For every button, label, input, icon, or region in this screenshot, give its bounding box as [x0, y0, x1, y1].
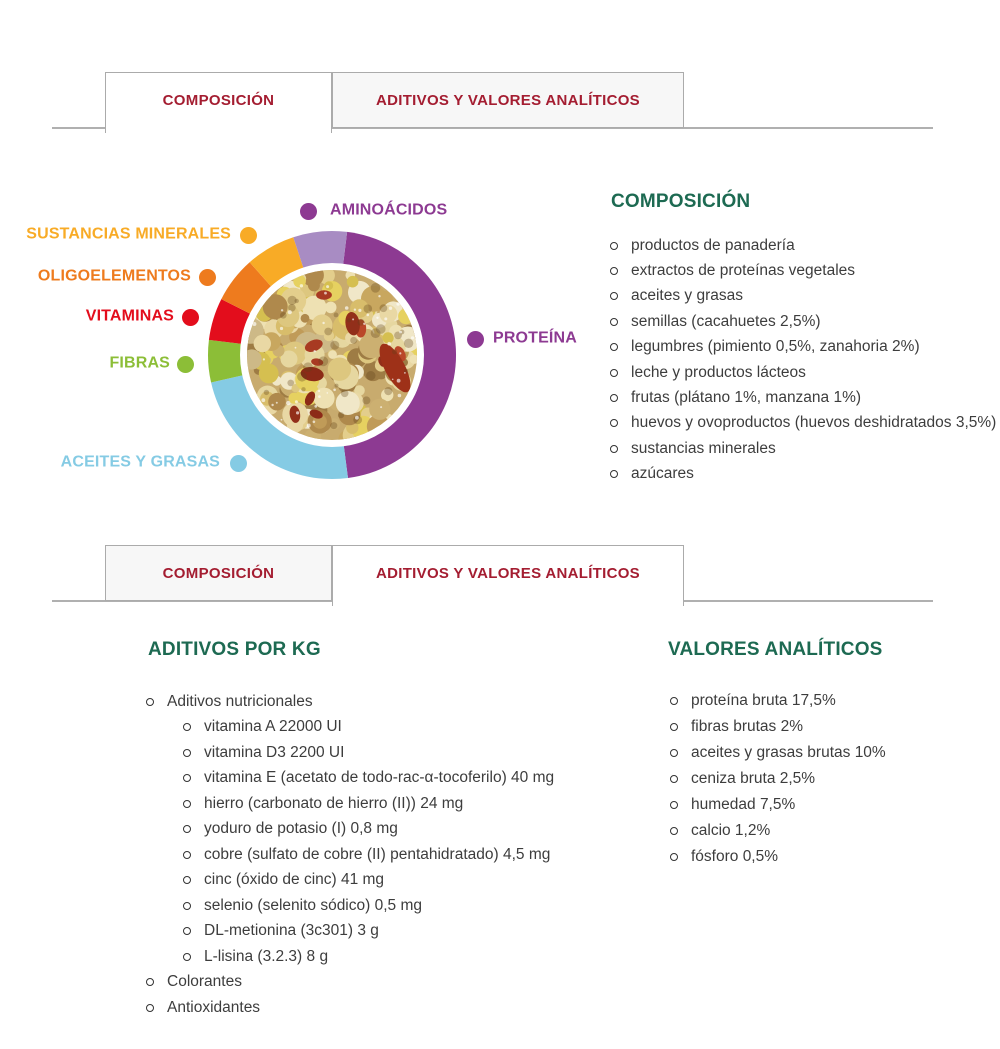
- circle-bullet-icon: [610, 470, 618, 478]
- list-item-text: ceniza bruta 2,5%: [691, 770, 816, 787]
- photo-texture: [371, 283, 381, 293]
- tab-aditivos[interactable]: [332, 72, 684, 128]
- list-item: [610, 360, 996, 385]
- photo-texture: [280, 327, 283, 330]
- circle-bullet-icon: [610, 394, 618, 402]
- photo-texture: [300, 284, 303, 287]
- list-item-text: sustancias minerales: [631, 439, 776, 457]
- list-item-text: yoduro de potasio (I) 0,8 mg: [204, 820, 398, 838]
- circle-bullet-icon: [610, 318, 618, 326]
- list-item: [183, 944, 554, 970]
- list-item: [183, 766, 554, 792]
- circle-bullet-icon: [183, 953, 191, 961]
- photo-texture: [367, 314, 370, 317]
- photo-texture: [355, 416, 359, 420]
- circle-bullet-icon: [183, 800, 191, 808]
- legend-label: SUSTANCIAS MINERALES: [26, 225, 231, 243]
- photo-texture: [288, 296, 297, 305]
- list-item: [670, 844, 886, 870]
- photo-texture: [324, 281, 333, 290]
- list-item-text: DL-metionina (3c301) 3 g: [204, 922, 379, 940]
- legend-label: VITAMINAS: [85, 307, 174, 325]
- circle-bullet-icon: [183, 749, 191, 757]
- photo-texture: [366, 371, 375, 380]
- list-item-text: extractos de proteínas vegetales: [631, 262, 856, 280]
- list-item: [610, 411, 996, 436]
- photo-texture: [362, 396, 370, 404]
- photo-texture: [276, 402, 278, 404]
- list-item: [610, 309, 996, 334]
- list-item: [610, 436, 996, 461]
- list-item-text: aceites y grasas brutas 10%: [691, 744, 886, 761]
- list-item: [610, 258, 996, 283]
- photo-texture: [288, 310, 292, 314]
- photo-texture: [399, 352, 401, 354]
- photo-texture: [259, 364, 279, 384]
- list-item-text: productos de panadería: [631, 236, 795, 254]
- circle-bullet-icon: [670, 749, 678, 757]
- tab-aditivos-active[interactable]: [332, 545, 684, 606]
- photo-texture: [318, 395, 321, 398]
- list-item-text: cinc (óxido de cinc) 41 mg: [204, 871, 385, 889]
- photo-texture: [295, 400, 298, 403]
- legend-label: OLIGOELEMENTOS: [37, 267, 191, 285]
- circle-bullet-icon: [610, 419, 618, 427]
- composition-heading: COMPOSICIÓN: [611, 191, 751, 212]
- photo-texture: [364, 304, 373, 313]
- legend-dot-icon: [182, 309, 199, 326]
- circle-bullet-icon: [146, 698, 154, 706]
- list-item-text: L-lisina (3.2.3) 8 g: [204, 947, 329, 965]
- photo-texture: [347, 318, 351, 322]
- photo-texture: [387, 342, 391, 346]
- circle-bullet-icon: [610, 292, 618, 300]
- list-item-text: semillas (cacahuetes 2,5%): [631, 312, 821, 330]
- photo-texture: [358, 309, 361, 312]
- photo-texture: [350, 337, 357, 344]
- list-item-text: fibras brutas 2%: [691, 718, 803, 735]
- list-item-text: legumbres (pimiento 0,5%, zanahoria 2%): [631, 338, 920, 356]
- list-item: [610, 233, 996, 258]
- circle-bullet-icon: [183, 902, 191, 910]
- photo-texture: [369, 399, 390, 420]
- circle-bullet-icon: [146, 1004, 154, 1012]
- circle-bullet-icon: [670, 723, 678, 731]
- photo-texture: [261, 398, 265, 402]
- list-item: [183, 740, 554, 766]
- list-item-text: proteína bruta 17,5%: [691, 692, 836, 709]
- photo-texture: [326, 285, 329, 288]
- photo-texture: [411, 336, 414, 339]
- photo-texture: [296, 411, 299, 414]
- circle-bullet-icon: [610, 343, 618, 351]
- photo-texture: [324, 292, 327, 295]
- list-item-text: Colorantes: [167, 973, 242, 991]
- photo-texture: [318, 390, 320, 392]
- photo-texture: [281, 419, 283, 421]
- additives-heading: ADITIVOS POR KG: [148, 639, 321, 660]
- photo-texture: [378, 295, 380, 297]
- circle-bullet-icon: [183, 851, 191, 859]
- list-item-text: vitamina A 22000 UI: [204, 718, 342, 736]
- circle-bullet-icon: [670, 801, 678, 809]
- photo-texture: [271, 404, 273, 406]
- tab-composicion-2[interactable]: [105, 545, 332, 601]
- list-item-text: vitamina E (acetato de todo-rac-α-tocoferilo) 40 mg: [204, 769, 555, 787]
- tab-aditivos-active-label: ADITIVOS Y VALORES ANALÍTICOS: [375, 565, 640, 582]
- photo-texture: [263, 358, 265, 360]
- list-item: [670, 818, 886, 844]
- photo-texture: [280, 312, 287, 319]
- list-item-text: Aditivos nutricionales: [167, 692, 313, 710]
- photo-texture: [303, 362, 313, 372]
- photo-texture: [322, 322, 324, 324]
- list-item: [183, 868, 554, 894]
- list-item-text: azúcares: [631, 465, 694, 483]
- composition-donut-chart: [182, 205, 482, 505]
- additives-list: [146, 689, 554, 1021]
- circle-bullet-icon: [183, 876, 191, 884]
- photo-texture: [354, 309, 356, 311]
- list-item: [146, 689, 554, 715]
- photo-texture: [397, 379, 401, 383]
- list-item-text: hierro (carbonato de hierro (II)) 24 mg: [204, 794, 464, 812]
- photo-texture: [352, 318, 354, 320]
- photo-texture: [295, 347, 297, 349]
- photo-texture: [383, 332, 394, 343]
- photo-texture: [389, 307, 392, 310]
- circle-bullet-icon: [610, 267, 618, 275]
- photo-texture: [380, 304, 388, 312]
- list-item: [183, 893, 554, 919]
- legend-dot-icon: [467, 331, 484, 348]
- list-item: [610, 284, 996, 309]
- circle-bullet-icon: [610, 445, 618, 453]
- photo-texture: [392, 349, 397, 354]
- photo-texture: [334, 313, 339, 318]
- list-item: [670, 714, 886, 740]
- photo-texture: [380, 406, 382, 408]
- list-item-text: cobre (sulfato de cobre (II) pentahidratado) 4,5 mg: [204, 845, 551, 863]
- tab-composicion-label: COMPOSICIÓN: [162, 92, 275, 109]
- photo-texture: [384, 387, 392, 395]
- photo-texture: [314, 350, 316, 352]
- photo-texture: [404, 339, 413, 348]
- list-item-text: fósforo 0,5%: [691, 848, 779, 865]
- photo-texture: [318, 356, 328, 366]
- donut-chart-svg: [182, 205, 482, 505]
- circle-bullet-icon: [183, 774, 191, 782]
- list-item: [610, 385, 996, 410]
- photo-texture: [268, 393, 286, 411]
- legend-label: PROTEÍNA: [493, 329, 577, 347]
- photo-texture: [286, 401, 290, 405]
- photo-texture: [313, 421, 316, 424]
- photo-texture: [307, 424, 311, 428]
- circle-bullet-icon: [146, 978, 154, 986]
- photo-texture: [338, 412, 344, 418]
- analytical-list: [670, 688, 886, 870]
- list-item-text: Antioxidantes: [167, 998, 261, 1016]
- legend-dot-icon: [199, 269, 216, 286]
- list-item: [146, 970, 554, 996]
- list-item: [610, 462, 996, 487]
- photo-texture: [347, 276, 359, 288]
- photo-texture: [345, 306, 349, 310]
- circle-bullet-icon: [670, 853, 678, 861]
- photo-texture: [335, 384, 339, 388]
- list-item-text: selenio (selenito sódico) 0,5 mg: [204, 896, 422, 914]
- photo-texture: [376, 317, 378, 319]
- photo-texture: [281, 309, 283, 311]
- list-item-text: aceites y grasas: [631, 287, 743, 305]
- list-item-text: frutas (plátano 1%, manzana 1%): [631, 389, 862, 407]
- circle-bullet-icon: [183, 723, 191, 731]
- list-item: [610, 335, 996, 360]
- composition-list: [610, 233, 996, 487]
- photo-texture: [358, 319, 365, 326]
- list-item: [670, 688, 886, 714]
- photo-texture: [399, 331, 402, 334]
- list-item: [183, 715, 554, 741]
- list-item-text: vitamina D3 2200 UI: [204, 743, 345, 761]
- tab-composicion-2-label: COMPOSICIÓN: [162, 564, 275, 582]
- legend-label: ACEITES Y GRASAS: [60, 453, 220, 471]
- legend-dot-icon: [177, 356, 194, 373]
- legend-label: AMINOÁCIDOS: [330, 201, 448, 219]
- photo-texture: [325, 302, 337, 314]
- circle-bullet-icon: [670, 697, 678, 705]
- list-item: [183, 842, 554, 868]
- circle-bullet-icon: [610, 369, 618, 377]
- legend-dot-icon: [230, 455, 247, 472]
- circle-bullet-icon: [183, 927, 191, 935]
- photo-texture: [330, 422, 337, 429]
- photo-texture: [287, 380, 294, 387]
- photo-texture: [328, 350, 337, 359]
- photo-texture: [254, 335, 271, 352]
- list-item: [146, 995, 554, 1021]
- list-item: [670, 766, 886, 792]
- list-item-text: huevos y ovoproductos (huevos deshidratados 3,5%): [631, 414, 997, 432]
- tab-aditivos-label: ADITIVOS Y VALORES ANALÍTICOS: [375, 91, 640, 109]
- list-item: [183, 817, 554, 843]
- photo-texture: [301, 387, 305, 391]
- list-item-text: calcio 1,2%: [691, 822, 771, 839]
- photo-texture: [404, 372, 406, 374]
- photo-texture: [327, 392, 329, 394]
- legend-dot-icon: [240, 227, 257, 244]
- photo-texture: [341, 390, 349, 398]
- photo-texture: [328, 358, 351, 381]
- photo-texture: [392, 379, 394, 381]
- photo-texture: [330, 341, 339, 350]
- photo-texture: [398, 394, 402, 398]
- circle-bullet-icon: [183, 825, 191, 833]
- analytical-heading: VALORES ANALÍTICOS: [668, 639, 883, 660]
- photo-texture: [333, 389, 336, 392]
- tab-composicion-active[interactable]: [105, 72, 332, 133]
- photo-texture: [297, 372, 307, 382]
- legend-label: FIBRAS: [109, 354, 170, 372]
- photo-texture: [301, 314, 310, 323]
- legend-dot-icon: [300, 203, 317, 220]
- list-item-text: leche y productos lácteos: [631, 363, 806, 381]
- list-item: [183, 791, 554, 817]
- photo-texture: [324, 328, 332, 336]
- circle-bullet-icon: [610, 242, 618, 250]
- photo-texture: [384, 317, 387, 320]
- photo-texture: [376, 324, 386, 334]
- photo-texture: [314, 405, 317, 408]
- circle-bullet-icon: [670, 827, 678, 835]
- list-item-text: humedad 7,5%: [691, 796, 796, 813]
- circle-bullet-icon: [670, 775, 678, 783]
- list-item: [670, 792, 886, 818]
- photo-texture: [363, 323, 365, 325]
- list-item: [183, 919, 554, 945]
- photo-texture: [264, 390, 269, 395]
- list-item: [670, 740, 886, 766]
